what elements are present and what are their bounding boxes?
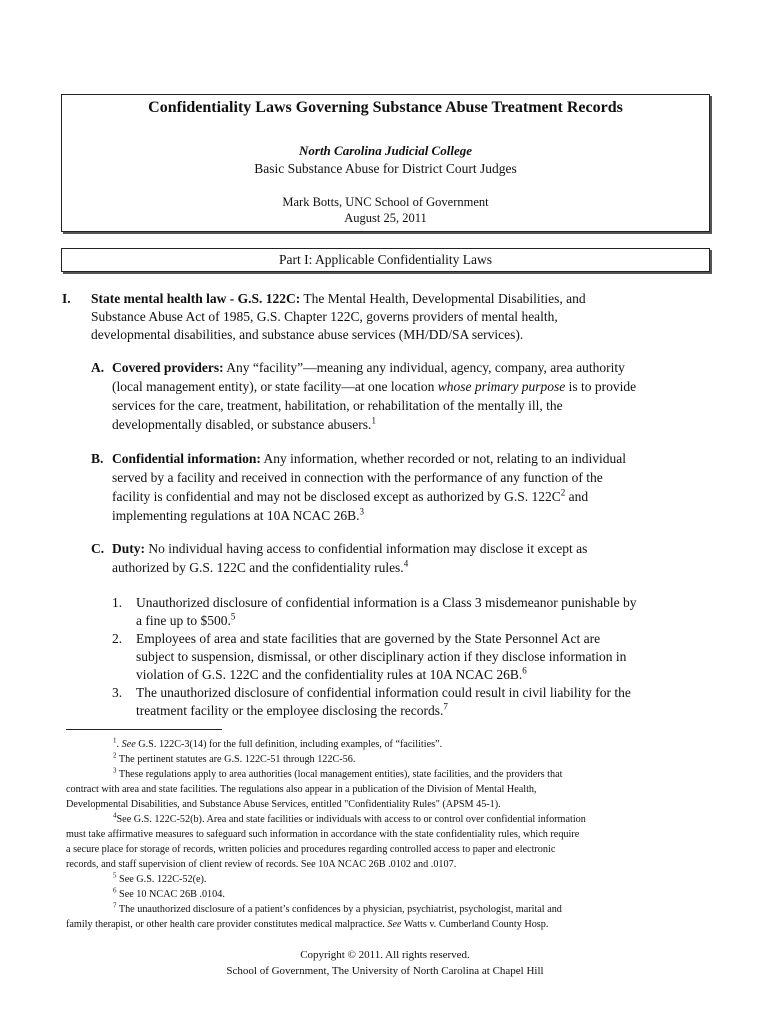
list-item-line: Employees of area and state facilities that are governed by the State Personnel Act are <box>136 631 601 646</box>
footnote-text: See G.S. 122C-52(b). Area and state facilities or individuals with access to or control over confidential information <box>116 814 586 825</box>
footnote-4-line2: must take affirmative measures to safeguard such information in accordance with the state confidentiality rules, which require <box>66 829 580 840</box>
footnote-number: 3 <box>113 766 117 775</box>
footnote-divider <box>66 729 222 730</box>
item-a-text4: developmentally disabled, or substance abusers. <box>112 417 372 432</box>
list-item-line: subject to suspension, dismissal, or other disciplinary action if they disclose information in <box>136 649 627 664</box>
footnote-number: 1 <box>113 736 117 745</box>
item-b-heading: Confidential information: <box>112 451 261 466</box>
footnote-text: G.S. 122C-3(14) for the full definition, including examples, of “facilities”. <box>135 739 443 750</box>
list-item-number: 3. <box>112 685 123 700</box>
list-item-text: treatment facility or the employee disclosing the records. <box>136 703 444 718</box>
footnote-text: Watts v. Cumberland County Hosp. <box>401 919 549 930</box>
footnote-emphasis: See <box>121 739 136 750</box>
list-item-text: a fine up to $500. <box>136 613 231 628</box>
item-b-text3b: and <box>565 489 589 504</box>
part-title: Part I: Applicable Confidentiality Laws <box>61 248 710 272</box>
item-a-label: A. <box>91 360 105 375</box>
document-title: Confidentiality Laws Governing Substance Abuse Treatment Records <box>148 99 623 116</box>
footnote-4-line4: records, and staff supervision of client review of records. See 10A NCAC 26B .0102 and .0107. <box>66 859 457 870</box>
item-b-text4: implementing regulations at 10A NCAC 26B. <box>112 508 360 523</box>
footnote-ref-7[interactable]: 7 <box>443 701 448 712</box>
footnote-number: 2 <box>113 751 117 760</box>
footnote-ref-2[interactable]: 2 <box>560 487 566 498</box>
item-c-heading: Duty: <box>112 541 145 556</box>
item-b-text3a: facility is confidential and may not be disclosed except as authorized by G.S. 122C <box>112 489 561 504</box>
item-a-text1: Any “facility”—meaning any individual, agency, company, area authority <box>223 360 625 375</box>
item-a-text2a: (local management entity), or state facility—at one location <box>112 379 438 394</box>
footnote-number: 6 <box>113 886 117 895</box>
footnote-number: 7 <box>113 901 117 910</box>
footnote-4 <box>113 811 586 825</box>
footnote-text: See G.S. 122C-52(e). <box>116 874 207 885</box>
item-c-text1: No individual having access to confidential information may disclose it except as <box>145 541 588 556</box>
footnote-ref-6[interactable]: 6 <box>522 665 527 676</box>
item-c-line1 <box>112 541 587 557</box>
list-item-line <box>136 613 235 629</box>
item-a-line4 <box>112 417 376 433</box>
footnote-text: See 10 NCAC 26B .0104. <box>116 889 225 900</box>
footnote-ref-5[interactable]: 5 <box>230 611 236 622</box>
footnote-5 <box>113 871 207 885</box>
footnote-number: 5 <box>113 871 117 880</box>
section-i-line3: developmental disabilities, and substance abuse services (MH/DD/SA services). <box>91 327 524 342</box>
list-item-text: violation of G.S. 122C and the confidentiality rules at 10A NCAC 26B. <box>136 667 523 682</box>
item-a-line2 <box>112 379 636 395</box>
item-a-emphasis: whose primary purpose <box>437 379 566 394</box>
item-b-text1: Any information, whether recorded or not, relating to an individual <box>260 451 627 466</box>
list-item-line: Unauthorized disclosure of confidential information is a Class 3 misdemeanor punishable by <box>136 595 637 610</box>
organization-name: North Carolina Judicial College <box>299 143 472 158</box>
item-a-heading: Covered providers: <box>112 360 224 375</box>
footnote-6 <box>113 886 225 900</box>
item-a-line1 <box>112 360 625 376</box>
footnote-3 <box>113 766 563 780</box>
footnote-ref-3[interactable]: 3 <box>359 506 364 517</box>
item-b-line2: served by a facility and received in connection with the performance of any function of the <box>112 470 603 485</box>
footnote-text: . <box>116 739 122 750</box>
section-i-line1 <box>91 291 586 307</box>
footnote-text: family therapist, or other health care provider constitutes medical malpractice. <box>66 919 388 930</box>
item-b-line1 <box>112 451 626 467</box>
item-c-text2: authorized by G.S. 122C and the confidentiality rules. <box>112 560 404 575</box>
list-item-line <box>136 703 448 719</box>
item-b-line3 <box>112 489 588 505</box>
footnote-3-line3: Developmental Disabilities, and Substance Abuse Services, entitled "Confidentiality Rules" (APSM 45-1). <box>66 799 501 810</box>
section-i-heading: State mental health law - G.S. 122C: <box>91 291 301 306</box>
list-item-number: 2. <box>112 631 123 646</box>
footnote-4-line3: a secure place for storage of records, written policies and procedures regarding controlled access to paper and electronic <box>66 844 556 855</box>
author-line: Mark Botts, UNC School of Government <box>282 195 489 209</box>
footnote-3-line2: contract with area and state facilities. The regulations also appear in a publication of the Division of Mental Health, <box>66 784 537 795</box>
footnote-text: The unauthorized disclosure of a patient’s confidences by a physician, psychiatrist, psychologist, marital and <box>116 904 562 915</box>
section-number: I. <box>62 291 71 306</box>
footnote-2 <box>113 751 356 765</box>
item-c-line2 <box>112 560 408 576</box>
list-item-line: The unauthorized disclosure of confidential information could result in civil liability for the <box>136 685 631 700</box>
section-i-text1: The Mental Health, Developmental Disabilities, and <box>300 291 586 306</box>
item-b-line4 <box>112 508 364 524</box>
footnote-7 <box>113 901 562 915</box>
footnote-1 <box>113 736 443 750</box>
footnote-text: The pertinent statutes are G.S. 122C-51 through 122C-56. <box>116 754 356 765</box>
date-line: August 25, 2011 <box>344 211 427 225</box>
item-c-label: C. <box>91 541 105 556</box>
footnote-7-line2 <box>66 919 548 930</box>
footnote-ref-4[interactable]: 4 <box>403 558 409 569</box>
course-name: Basic Substance Abuse for District Court Judges <box>254 161 517 176</box>
institution-line: School of Government, The University of North Carolina at Chapel Hill <box>226 965 544 977</box>
footnote-emphasis: See <box>387 919 402 930</box>
item-b-label: B. <box>91 451 104 466</box>
footnote-text: These regulations apply to area authorities (local management entities), state facilities, and the providers that <box>116 769 563 780</box>
title-box <box>61 94 710 232</box>
footnote-ref-1[interactable]: 1 <box>371 415 376 426</box>
section-i-line2: Substance Abuse Act of 1985, G.S. Chapter 122C, governs providers of mental health, <box>91 309 558 324</box>
item-a-line3: services for the care, treatment, habilitation, or rehabilitation of the mentally ill, the <box>112 398 563 413</box>
item-a-text2b: is to provide <box>565 379 637 394</box>
list-item-number: 1. <box>112 595 123 610</box>
list-item-line <box>136 667 527 683</box>
footnote-number: 4 <box>113 811 117 820</box>
copyright-line: Copyright © 2011. All rights reserved. <box>300 949 470 961</box>
